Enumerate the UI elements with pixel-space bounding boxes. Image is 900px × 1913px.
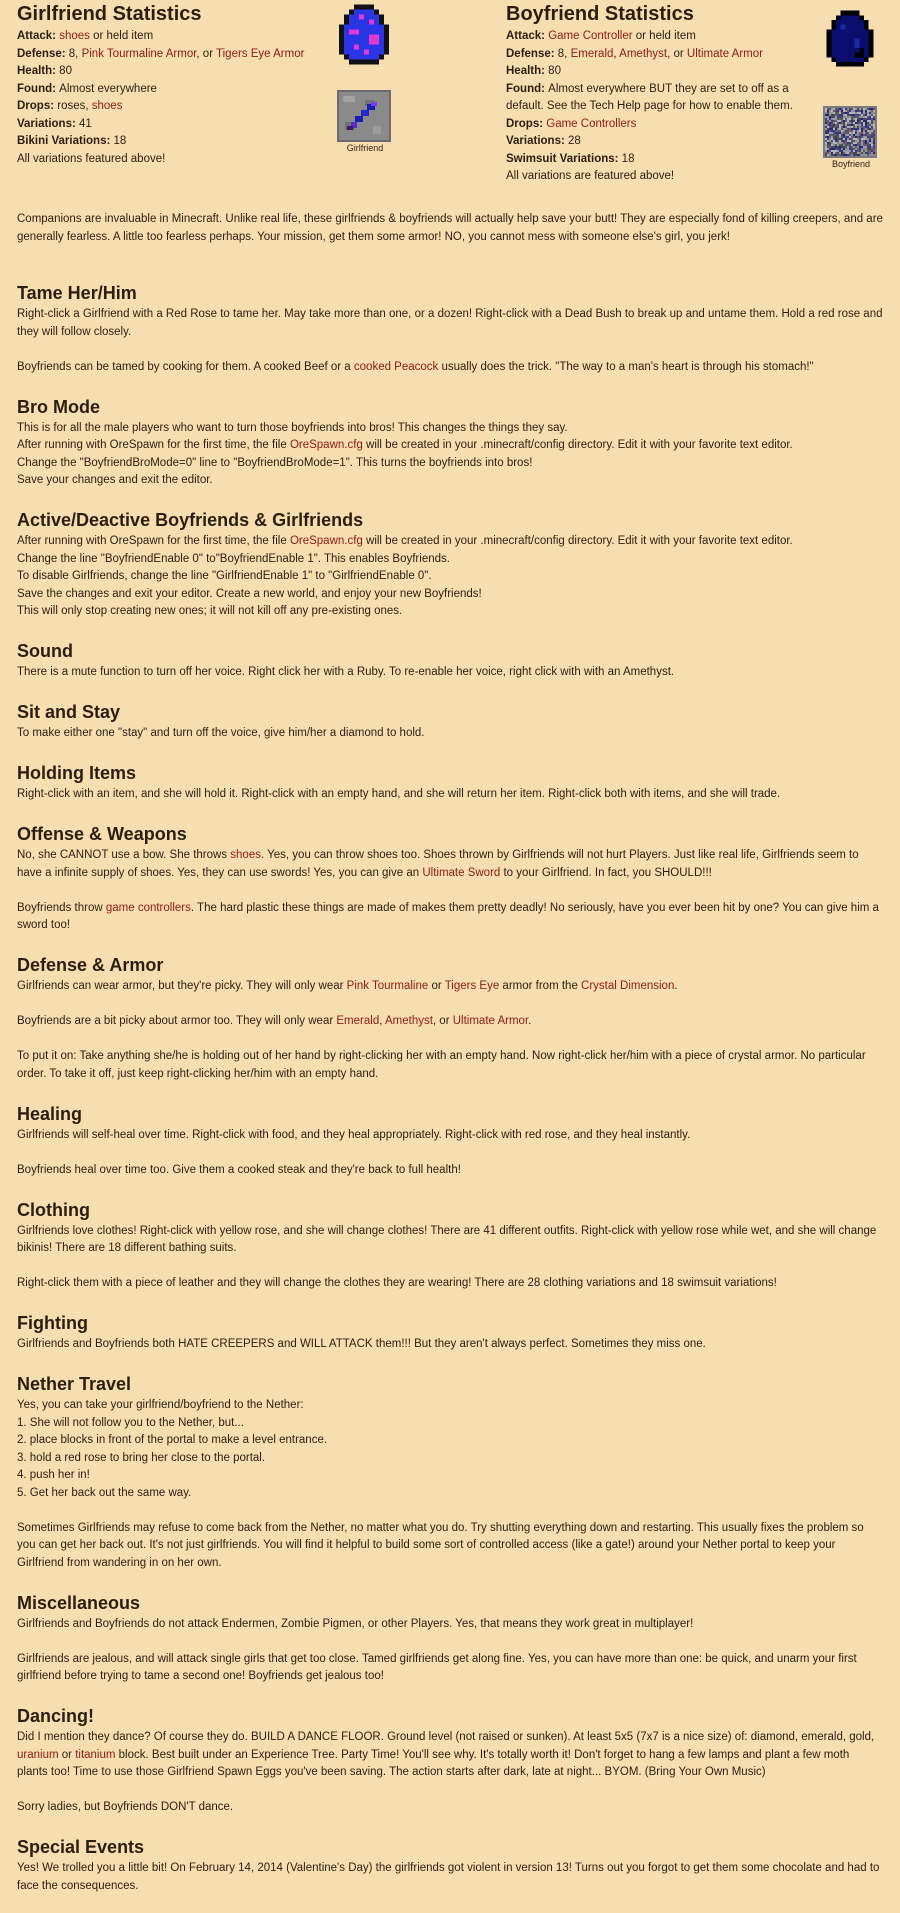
text-run: will be created in your .minecraft/config directory. Edit it with your favorite text editor.: [362, 439, 793, 451]
paragraph: [17, 1275, 883, 1293]
wiki-link[interactable]: Ultimate Armor: [686, 47, 763, 60]
stat-line: [506, 46, 808, 64]
text-run: To put it on: Take anything she/he is holding out of her hand by right-clicking her with an empty hand. Now right-click her/him with a piece of crystal armor. No particular order. To take it off, just keep right-clicking her/him with an empty hand.: [17, 1050, 866, 1080]
text-run: .: [528, 1015, 532, 1027]
line: [17, 586, 883, 604]
paragraph: [17, 664, 883, 682]
stat-line: [506, 168, 808, 186]
section-heading: Clothing: [17, 1199, 90, 1220]
text-run: 3. hold a red rose to bring her close to the portal.: [17, 1451, 266, 1464]
main-content: [17, 211, 883, 1913]
text-run: Girlfriends will self-heal over time. Right-click with food, and they heal appropriately. Right-click with red rose, and they heal instantly.: [17, 1128, 691, 1141]
paragraph: [17, 1860, 883, 1895]
line: [17, 1415, 883, 1433]
text-run: . The hard plastic these things are made of makes them pretty deadly! No seriously, have you ever been hit by one? You can give him a sword too!: [17, 901, 879, 931]
text-run: Girlfriends are jealous, and will attack single girls that get too close. Tamed girlfriends get along fine. Yes, you can have more than one: be quick, and unarm your first girlfriend before trying to tame a second one! Boyfriends get jealous too!: [17, 1652, 857, 1682]
section-heading: Dancing!: [17, 1706, 95, 1726]
stat-label: Drops:: [17, 100, 58, 112]
stat-label: Found:: [17, 82, 60, 95]
text-run: or: [428, 980, 445, 992]
line: [17, 472, 883, 490]
text-run: to your Girlfriend. In fact, you SHOULD!!!: [500, 866, 712, 879]
text-run: Change the line "BoyfriendEnable 0" to"BoyfriendEnable 1". This enables Boyfriends.: [17, 552, 450, 565]
stat-label: Defense:: [506, 47, 558, 60]
wiki-link[interactable]: Game Controller: [548, 30, 633, 42]
text-run: , or: [432, 1015, 453, 1027]
stat-line: [17, 116, 317, 134]
text-run: Right-click them with a piece of leather and they will change the clothes they are wearing! There are 28 clothing variations and 18 swimsuit variations!: [17, 1277, 777, 1289]
text-run: Did I mention they dance? Of course they do. BUILD A DANCE FLOOR. Ground level (not raised or sunken). At least 5x5 (7x7 is a nice size) of: diamond, emerald, gold,: [17, 1731, 875, 1743]
text-run: 41: [79, 117, 92, 130]
stat-label: Variations:: [17, 117, 79, 130]
text-run: Boyfriends are a bit picky about armor too. They will only wear: [17, 1015, 337, 1027]
stat-line: [506, 116, 808, 134]
stat-line: [17, 133, 317, 151]
section-healing: [17, 1101, 883, 1180]
girlfriend-stat-list: [17, 28, 317, 168]
wiki-link[interactable]: Amethyst: [384, 1015, 433, 1027]
line: [17, 1432, 883, 1450]
line-block: [17, 533, 883, 621]
stat-label: Swimsuit Variations:: [506, 152, 622, 165]
paragraph: [17, 786, 883, 804]
section-heading: Sound: [17, 641, 73, 661]
section-sit: [17, 699, 883, 743]
text-run: Yes! We trolled you a little bit! On February 14, 2014 (Valentine's Day) the girlfriends got violent in version 13! Turns out you forgot to get them some chocolate and had to face the consequences.: [17, 1862, 880, 1892]
text-run: Change the "BoyfriendBroMode=0" line to "BoyfriendBroMode=1". This turns the boyfriends into bros!: [17, 456, 533, 469]
text-run: Yes, you can take your girlfriend/boyfriend to the Nether:: [17, 1399, 304, 1411]
section-heading: Nether Travel: [17, 1374, 132, 1394]
wiki-link[interactable]: Tigers Eye: [444, 980, 500, 992]
wiki-link[interactable]: Crystal Dimension: [581, 980, 675, 992]
wiki-link[interactable]: game controllers: [105, 901, 191, 914]
text-run: , or: [667, 47, 687, 60]
section-heading: Sit and Stay: [17, 702, 121, 722]
section-tame: [17, 280, 883, 376]
section-nether: [17, 1371, 883, 1572]
text-run: will be created in your .minecraft/config directory. Edit it with your favorite text editor.: [362, 535, 793, 547]
text-run: All variations are featured above!: [506, 170, 675, 182]
wiki-link[interactable]: Pink Tourmaline Armor: [81, 47, 197, 60]
girlfriend-stats: [17, 0, 317, 168]
paragraph: [17, 1729, 883, 1782]
wiki-link[interactable]: cooked Peacock: [353, 360, 439, 373]
text-run: , or: [196, 47, 217, 60]
text-run: ,: [379, 1015, 385, 1027]
section-heading: Special Events: [17, 1837, 145, 1857]
boyfriend-spawn-egg-icon: [822, 10, 878, 72]
text-run: Almost everywhere BUT they are set to off as a default. See the Tech Help page for how to enable them.: [506, 82, 793, 112]
stat-line: [506, 28, 808, 46]
line: [17, 568, 883, 586]
stat-label: Health:: [506, 65, 549, 77]
text-run: Save the changes and exit your editor. Create a new world, and enjoy your new Boyfriends!: [17, 587, 482, 600]
text-run: 8,: [557, 47, 571, 60]
section-defense: [17, 952, 883, 1083]
line: [17, 420, 883, 438]
section-bro: [17, 394, 883, 490]
stat-label: Found:: [506, 82, 549, 95]
girlfriend-sword-icon: [337, 90, 391, 142]
paragraph: [17, 978, 883, 996]
wiki-link[interactable]: shoes: [230, 849, 261, 861]
boyfriend-title: Boyfriend Statistics: [506, 3, 694, 25]
text-run: Right-click a Girlfriend with a Red Rose to tame her. May take more than one, or a dozen! Right-click with a Dead Bush to break up and untame them. Hold a red rose and they will follow closely.: [17, 308, 883, 338]
section-heading: Tame Her/Him: [17, 283, 137, 303]
text-run: 2. place blocks in front of the portal to make a level entrance.: [17, 1434, 328, 1446]
line: [17, 455, 883, 473]
stat-label: Variations:: [506, 135, 568, 147]
boyfriend-stats: [506, 0, 808, 186]
stat-line: [17, 151, 317, 169]
text-run: . Yes, you can throw shoes too. Shoes thrown by Girlfriends will not hurt Players. Just like real life, Girlfriends seem to have a infinite supply of shoes. Yes, they can use swords! Yes, you can give an: [17, 849, 859, 879]
text-run: Girlfriends and Boyfriends do not attack Endermen, Zombie Pigmen, or other Players. Yes, that means they work great in multiplayer!: [17, 1617, 694, 1630]
section-holding: [17, 760, 883, 804]
line-block: [17, 420, 883, 490]
stat-line: [506, 133, 808, 151]
paragraph: [17, 1616, 883, 1634]
wiki-link[interactable]: Tigers Eye Armor: [216, 47, 305, 60]
text-run: .: [674, 980, 678, 992]
section-offense: [17, 821, 883, 935]
wiki-link[interactable]: Amethyst: [619, 47, 668, 60]
text-run: All variations featured above!: [17, 152, 166, 165]
text-run: 80: [548, 65, 561, 77]
section-heading: Active/Deactive Boyfriends & Girlfriends: [17, 510, 364, 530]
text-run: Sometimes Girlfriends may refuse to come back from the Nether, no matter what you do. Try shutting everything down and restarting. This usually fixes the problem so you can get her back out. It's not just girlfriends. You will find it helpful to build some sort of controlled access (like a gate!) around your Nether portal to keep your Girlfriend from wandering in on her own.: [17, 1521, 864, 1569]
paragraph: [17, 725, 883, 743]
text-run: Girlfriends can wear armor, but they're picky. They will only wear: [17, 980, 347, 992]
text-run: usually does the trick. "The way to a man's heart is through his stomach!": [438, 360, 814, 373]
text-run: 4. push her in!: [17, 1469, 90, 1481]
text-run: roses,: [57, 100, 92, 112]
line: [17, 603, 883, 621]
text-run: 28: [568, 135, 581, 147]
wiki-link[interactable]: OreSpawn.cfg: [289, 439, 363, 451]
section-misc: [17, 1590, 883, 1686]
text-run: To disable Girlfriends, change the line "GirlfriendEnable 1" to "GirlfriendEnable 0".: [17, 570, 432, 582]
wiki-link[interactable]: Emerald: [570, 47, 614, 60]
stat-line: [506, 81, 808, 116]
paragraph: [17, 1651, 883, 1686]
girlfriend-title: Girlfriend Statistics: [17, 3, 202, 25]
line: [17, 1450, 883, 1468]
paragraph: [17, 1799, 883, 1817]
text-run: After running with OreSpawn for the first time, the file: [17, 439, 290, 451]
stat-label: Bikini Variations:: [17, 135, 114, 147]
paragraph: [17, 1336, 883, 1354]
text-run: block. Best built under an Experience Tree. Party Time! You'll see why. It's totally worth it! Don't forget to hang a few lamps and plant a few moth plants too! Time to use those Girlfriend Spawn Eggs you've been saving. The action starts after dark, late at night... BYOM. (Bring Your Own Music): [17, 1748, 850, 1778]
section-heading: Holding Items: [17, 763, 137, 783]
stat-label: Attack:: [506, 30, 549, 42]
girlfriend-thumbnail: [337, 90, 393, 154]
section-clothing: [17, 1197, 883, 1293]
text-run: This will only stop creating new ones; it will not kill off any pre-existing ones.: [17, 605, 403, 617]
text-run: No, she CANNOT use a bow. She throws: [17, 849, 231, 861]
line: [17, 1397, 883, 1415]
text-run: There is a mute function to turn off her voice. Right click her with a Ruby. To re-enable her voice, right click with with an Amethyst.: [17, 666, 675, 678]
stat-label: Attack:: [17, 30, 60, 42]
text-run: Companions are invaluable in Minecraft. Unlike real life, these girlfriends & boyfriends will actually help save your butt! They are especially fond of killing creepers, and are generally fearless. A little too fearless perhaps. Your mission, get them some armor! NO, you cannot mess with someone else's girl, you jerk!: [17, 213, 883, 243]
text-run: Right-click with an item, and she will hold it. Right-click with an empty hand, and she will return her item. Right-click both with items, and she will trade.: [17, 788, 781, 800]
paragraph: [17, 359, 883, 377]
paragraph: [17, 847, 883, 882]
section-heading: Healing: [17, 1103, 83, 1124]
stat-line: [17, 81, 317, 99]
section-list: [17, 280, 883, 1895]
line: [17, 1467, 883, 1485]
line-block: [17, 1397, 883, 1502]
line: [17, 437, 883, 455]
stat-line: [17, 28, 317, 46]
text-run: 18: [621, 152, 635, 165]
stat-label: Defense:: [17, 47, 69, 60]
text-run: To make either one "stay" and turn off the voice, give him/her a diamond to hold.: [17, 727, 425, 739]
paragraph: [17, 900, 883, 935]
wiki-link[interactable]: shoes: [91, 100, 123, 112]
text-run: or held item: [89, 30, 154, 42]
section-heading: Fighting: [17, 1313, 88, 1333]
text-run: Girlfriends and Boyfriends both HATE CREEPERS and WILL ATTACK them!!! But they aren't always perfect. Sometimes they miss one.: [17, 1338, 706, 1350]
line: [17, 1485, 883, 1503]
paragraph: [17, 1520, 883, 1573]
section-heading: Defense & Armor: [17, 955, 164, 975]
text-run: 18: [113, 135, 127, 147]
section-dancing: [17, 1703, 883, 1817]
text-run: Girlfriends love clothes! Right-click with yellow rose, and she will change clothes! There are 41 different outfits. Right-click with yellow rose while wet, and she will change bikinis! There are 18 different bathing suits.: [17, 1224, 877, 1254]
wiki-link[interactable]: OreSpawn.cfg: [289, 535, 363, 547]
wiki-link[interactable]: uranium: [17, 1748, 59, 1761]
section-sound: [17, 638, 883, 682]
text-run: 1. She will not follow you to the Nether, but...: [17, 1416, 244, 1429]
text-run: 80: [59, 65, 72, 77]
section-heading: Bro Mode: [17, 396, 100, 417]
wiki-link[interactable]: Emerald: [336, 1015, 380, 1027]
girlfriend-spawn-egg-icon: [334, 4, 394, 70]
paragraph: [17, 1127, 883, 1145]
text-run: 5. Get her back out the same way.: [17, 1486, 192, 1499]
text-run: 8,: [68, 47, 82, 60]
text-run: Sorry ladies, but Boyfriends DON'T dance.: [17, 1801, 234, 1813]
section-fighting: [17, 1310, 883, 1354]
section-heading: Miscellaneous: [17, 1592, 141, 1613]
text-run: After running with OreSpawn for the first time, the file: [17, 535, 290, 547]
paragraph: [17, 1048, 883, 1083]
wiki-link[interactable]: Ultimate Armor: [452, 1015, 529, 1027]
girlfriend-caption: Girlfriend: [346, 143, 384, 153]
paragraph: [17, 1013, 883, 1031]
text-run: Boyfriends throw: [17, 901, 106, 914]
wiki-link[interactable]: Game Controllers: [546, 117, 637, 130]
paragraph: [17, 1223, 883, 1258]
boyfriend-stat-list: [506, 28, 808, 186]
line: [17, 551, 883, 569]
stat-line: [17, 46, 317, 64]
stat-line: [506, 63, 808, 81]
text-run: or: [58, 1748, 76, 1761]
section-special: [17, 1834, 883, 1895]
stat-line: [17, 63, 317, 81]
text-run: This is for all the male players who want to turn those boyfriends into bros! This changes the things they say.: [17, 421, 568, 434]
text-run: Boyfriends can be tamed by cooking for them. A cooked Beef or a: [17, 360, 354, 373]
text-run: ,: [613, 47, 620, 60]
boyfriend-caption: Boyfriend: [831, 159, 871, 169]
stat-line: [17, 98, 317, 116]
stat-line: [506, 151, 808, 169]
paragraph: [17, 1162, 883, 1180]
stat-label: Drops:: [506, 117, 547, 130]
text-run: armor from the: [499, 980, 582, 992]
intro-paragraph: [17, 211, 883, 246]
boyfriend-noise-block-icon: [823, 106, 877, 158]
wiki-link[interactable]: shoes: [59, 30, 90, 42]
text-run: Boyfriends heal over time too. Give them a cooked steak and they're back to full health!: [17, 1163, 461, 1176]
line: [17, 533, 883, 551]
text-run: Almost everywhere: [59, 82, 157, 95]
wiki-link[interactable]: titanium: [75, 1748, 116, 1761]
text-run: or held item: [632, 30, 696, 42]
stat-label: Health:: [17, 65, 60, 77]
boyfriend-thumbnail: [823, 106, 879, 170]
section-heading: Offense & Weapons: [17, 824, 187, 844]
wiki-link[interactable]: Pink Tourmaline: [346, 980, 429, 992]
paragraph: [17, 306, 883, 341]
text-run: Save your changes and exit the editor.: [17, 474, 213, 486]
section-active: [17, 507, 883, 621]
wiki-link[interactable]: Ultimate Sword: [422, 866, 501, 879]
